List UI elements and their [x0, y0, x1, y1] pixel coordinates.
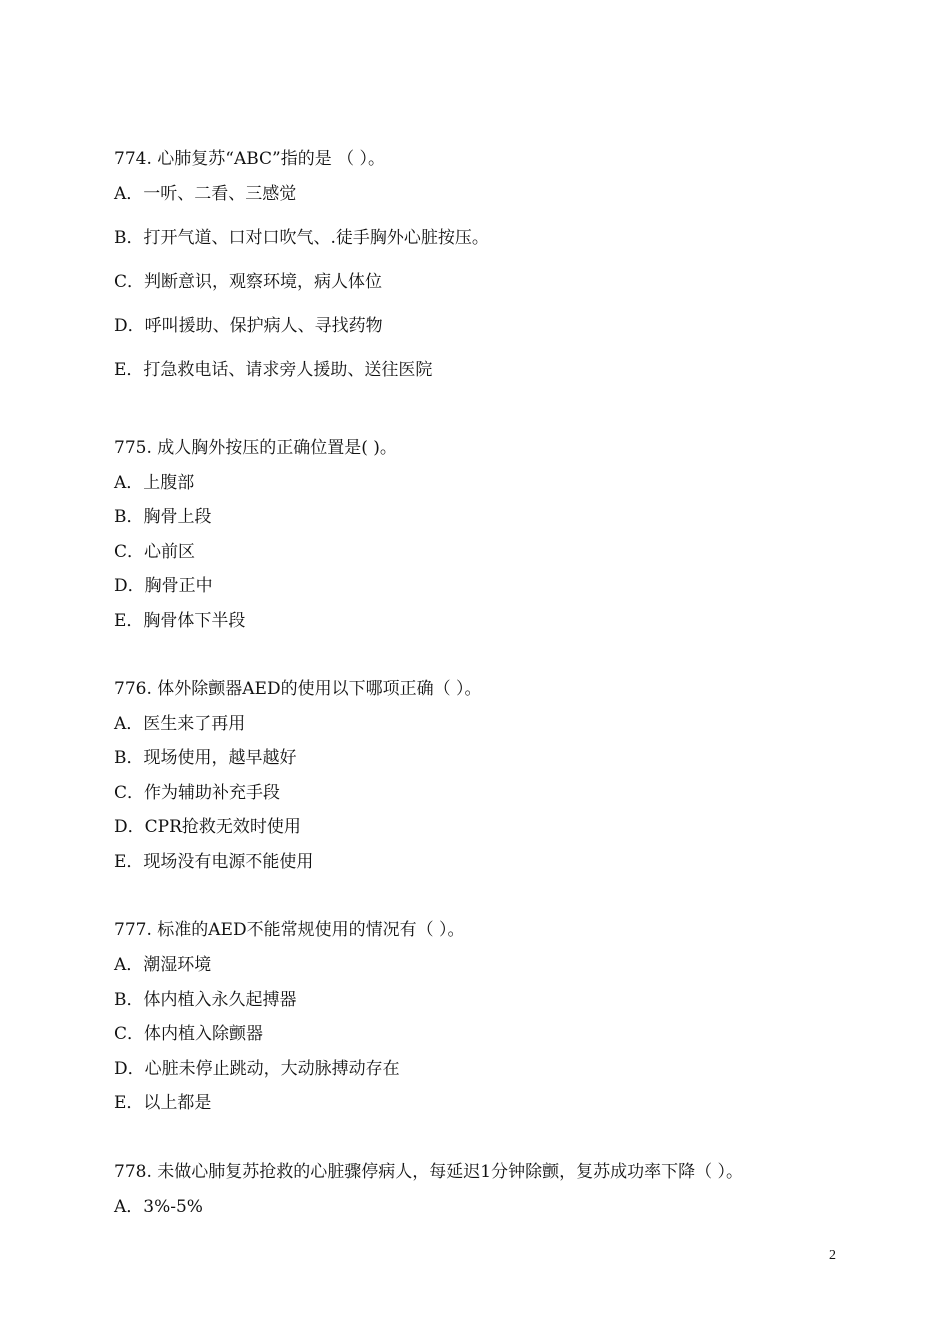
option-776-d: D．CPR抢救无效时使用	[114, 817, 301, 837]
option-774-a: A．一听、二看、三感觉	[114, 184, 297, 204]
option-778-a: A．3%-5%	[114, 1197, 203, 1217]
option-774-c: C．判断意识，观察环境，病人体位	[114, 272, 383, 292]
question-775: 775. 成人胸外按压的正确位置是( )。	[114, 438, 397, 458]
option-777-d: D．心脏未停止跳动，大动脉搏动存在	[114, 1059, 400, 1079]
option-776-a: A．医生来了再用	[114, 714, 246, 734]
question-776: 776. 体外除颤器AED的使用以下哪项正确（ ）。	[114, 679, 482, 699]
option-777-b: B．体内植入永久起搏器	[114, 990, 297, 1010]
option-774-d: D．呼叫援助、保护病人、寻找药物	[114, 316, 383, 336]
option-776-e: E．现场没有电源不能使用	[114, 852, 314, 872]
option-775-b: B．胸骨上段	[114, 507, 212, 527]
question-778: 778. 未做心肺复苏抢救的心脏骤停病人，每延迟1分钟除颤，复苏成功率下降（ ）。	[114, 1162, 743, 1182]
option-774-e: E．打急救电话、请求旁人援助、送往医院	[114, 360, 433, 380]
option-777-a: A．潮湿环境	[114, 955, 212, 975]
page-number: 2	[829, 1248, 836, 1263]
option-775-a: A．上腹部	[114, 473, 195, 493]
option-777-e: E．以上都是	[114, 1093, 212, 1113]
option-776-b: B．现场使用，越早越好	[114, 748, 297, 768]
option-775-d: D．胸骨正中	[114, 576, 213, 596]
question-774: 774. 心肺复苏“ABC”指的是 （ ）。	[114, 149, 386, 169]
option-775-e: E．胸骨体下半段	[114, 611, 246, 631]
option-774-b: B．打开气道、口对口吹气、.徒手胸外心脏按压。	[114, 228, 489, 248]
option-777-c: C．体内植入除颤器	[114, 1024, 264, 1044]
question-777: 777. 标准的AED不能常规使用的情况有（ ）。	[114, 920, 465, 940]
option-775-c: C．心前区	[114, 542, 196, 562]
option-776-c: C．作为辅助补充手段	[114, 783, 281, 803]
